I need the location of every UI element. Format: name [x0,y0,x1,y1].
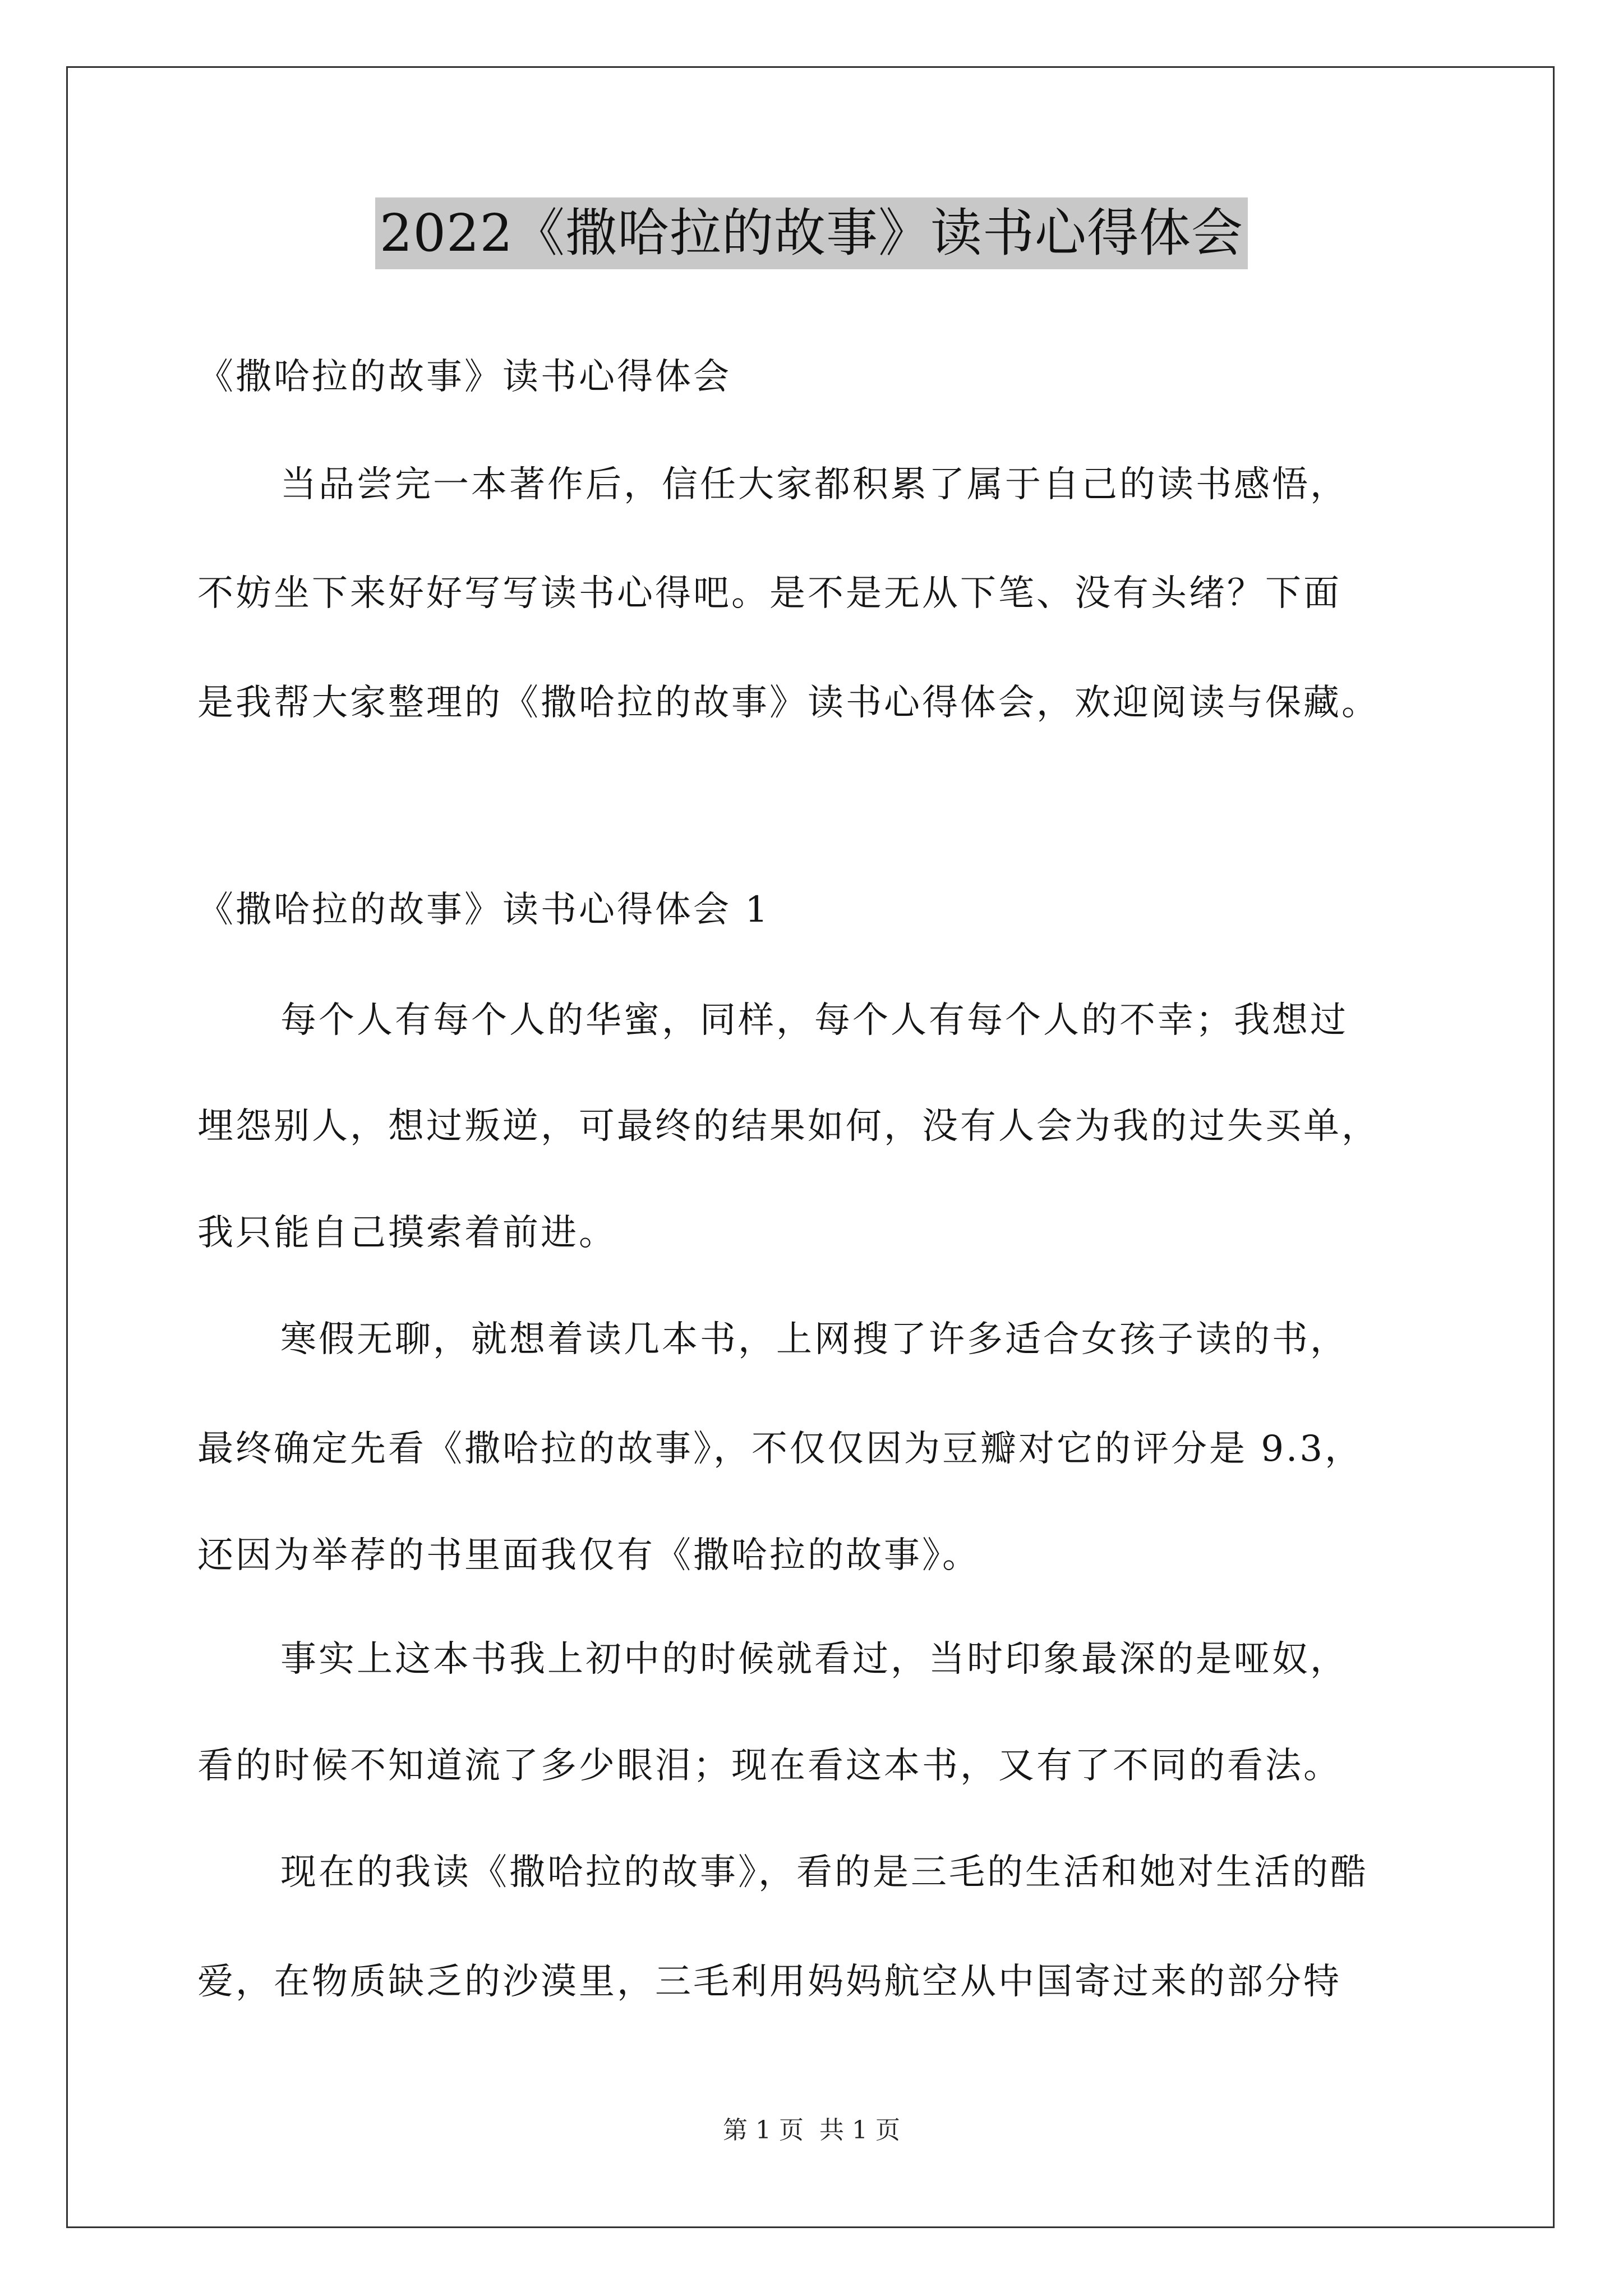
intro-line: 是我帮大家整理的《撒哈拉的故事》读书心得体会，欢迎阅读与保藏。 [197,682,1380,724]
section-heading: 《撒哈拉的故事》读书心得体会 1 [197,889,771,931]
paragraph-line: 每个人有每个人的华蜜，同样，每个人有每个人的不幸；我想过 [280,1000,1348,1041]
intro-line: 不妨坐下来好好写写读书心得吧。是不是无从下笔、没有头绪？下面 [197,573,1341,614]
paragraph-line: 寒假无聊，就想着读几本书，上网搜了许多适合女孩子读的书， [280,1319,1348,1360]
paragraph-line: 最终确定先看《撒哈拉的故事》，不仅仅因为豆瓣对它的评分是 9.3， [197,1428,1363,1470]
paragraph-line: 事实上这本书我上初中的时候就看过，当时印象最深的是哑奴， [280,1639,1348,1680]
paragraph-line: 我只能自己摸索着前进。 [197,1212,617,1254]
total-page-count: 共 1 页 [819,2116,900,2145]
paragraph-line: 爱，在物质缺乏的沙漠里，三毛利用妈妈航空从中国寄过来的部分特 [197,1961,1341,2003]
current-page-number: 第 1 页 [723,2116,804,2145]
intro-line: 当品尝完一本著作后，信任大家都积累了属于自己的读书感悟， [280,464,1348,505]
paragraph-line: 埋怨别人，想过叛逆，可最终的结果如何，没有人会为我的过失买单， [197,1106,1380,1147]
paragraph-line: 还因为举荐的书里面我仅有《撒哈拉的故事》。 [197,1535,980,1576]
page-footer [0,2114,1623,2147]
title-container [0,197,1623,269]
paragraph-line: 看的时候不知道流了多少眼泪；现在看这本书，又有了不同的看法。 [197,1745,1341,1787]
paragraph-line: 现在的我读《撒哈拉的故事》，看的是三毛的生活和她对生活的酷 [280,1852,1368,1893]
document-title: 2022《撒哈拉的故事》读书心得体会 [375,197,1248,269]
subtitle: 《撒哈拉的故事》读书心得体会 [197,356,731,398]
